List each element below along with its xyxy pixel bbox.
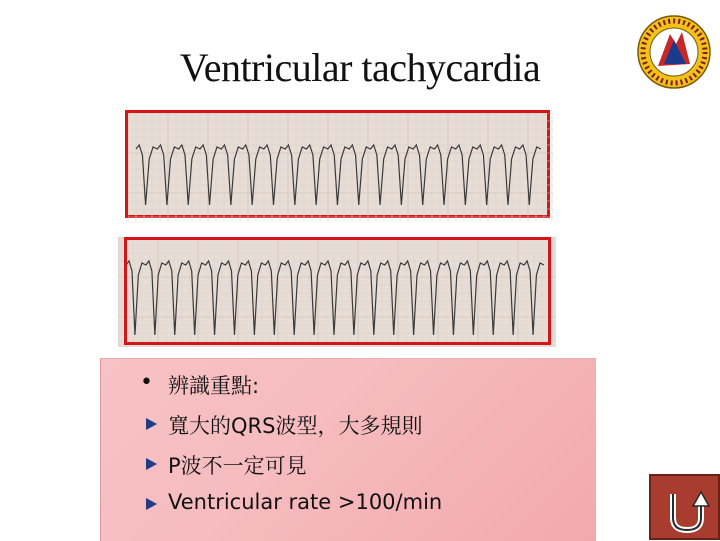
triangle-bullet-icon — [146, 498, 157, 510]
ecg-strip-bottom-frame — [124, 237, 551, 345]
triangle-bullet-icon — [146, 418, 157, 430]
slide-title: Ventricular tachycardia — [179, 45, 541, 90]
return-arrow-icon — [661, 484, 713, 536]
ecg-strip-top — [125, 110, 550, 218]
return-button[interactable] — [649, 474, 720, 540]
university-seal-icon — [636, 14, 712, 90]
triangle-bullet-icon — [146, 458, 157, 470]
point-2: P波不一定可見 — [168, 454, 307, 478]
bullet-dot: • — [140, 370, 153, 395]
point-3: Ventricular rate >100/min — [168, 490, 443, 514]
key-points-heading: 辨識重點: — [168, 374, 260, 398]
point-1: 寬大的QRS波型，大多規則 — [168, 414, 423, 438]
